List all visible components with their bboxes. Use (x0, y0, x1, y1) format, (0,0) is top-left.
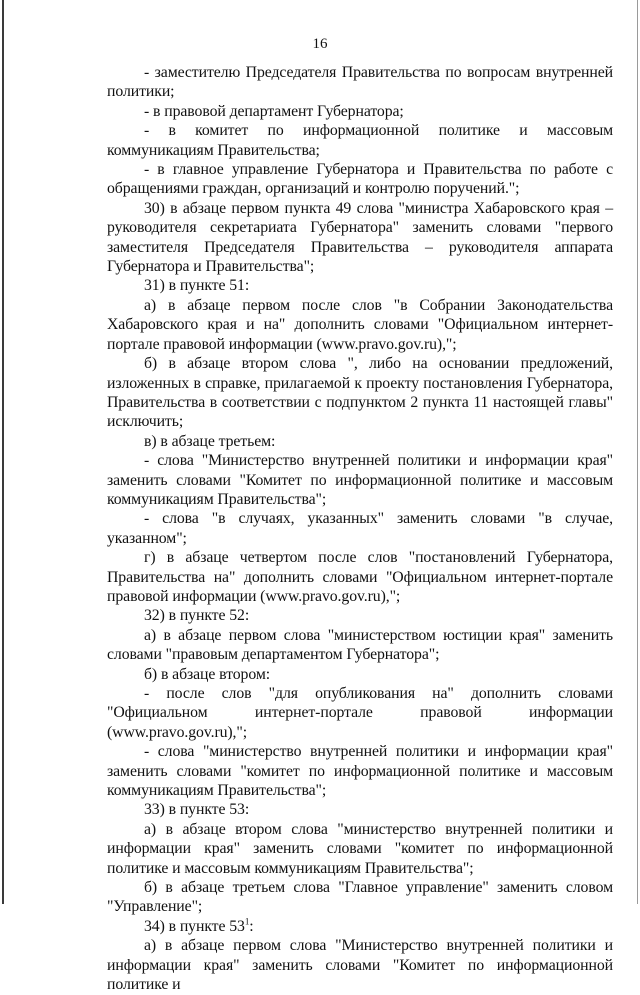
paragraph-with-superscript (107, 917, 613, 936)
paragraph: 30) в абзаце первом пункта 49 слова "министра Хабаровского края – руководителя секретариата Губернатора" заменить словами "первого заместителя Председателя Правительства – руководителя аппарата Губернатора и Правительства"; (107, 199, 613, 276)
paragraph: б) в абзаце втором слова ", либо на основании предложений, изложенных в справке, прилагаемой к проекту постановления Губернатора, Правительства в соответствии с подпунктом 2 пункта 11 настоящей главы" исключить; (107, 355, 613, 431)
superscript: 1 (244, 916, 250, 927)
paragraph: а) в абзаце первом слова "Министерство внутренней политики и информации края" заменить словами "Комитет по информационной политике и (107, 937, 613, 994)
paragraph: - слова "в случаях, указанных" заменить словами "в случае, указанном"; (107, 510, 613, 547)
paragraph: - заместителю Председателя Правительства по вопросам внутренней политики; (107, 64, 613, 101)
paragraph: а) в абзаце первом после слов "в Собрании Законодательства Хабаровского края и на" дополнить словами "Официальном интернет-портале правовой информации (www.pravo.gov.ru),"; (107, 296, 613, 353)
paragraph: - в комитет по информационной политике и массовым коммуникациям Правительства; (107, 122, 613, 159)
paragraph: г) в абзаце четвертом после слов "постановлений Губернатора, Правительства на" дополнить словами "Официальном интернет-портале правовой информации (www.pravo.gov.ru),"; (107, 549, 613, 605)
paragraph-text: 34) в пункте 53 (144, 917, 245, 935)
paragraph-tail: : (249, 917, 254, 935)
paragraph: б) в абзаце третьем слова "Главное управление" заменить словом "Управление"; (107, 879, 613, 916)
scan-edge-left (2, 0, 4, 904)
paragraph: 32) в пункте 52: (144, 607, 250, 625)
paragraph: 33) в пункте 53: (144, 801, 250, 819)
paragraph: - после слов "для опубликования на" дополнить словами "Официальном интернет-портале правовой информации (www.pravo.gov.ru),"; (107, 685, 613, 741)
paragraph: б) в абзаце втором: (144, 665, 271, 683)
paragraph: в) в абзаце третьем: (144, 432, 276, 450)
page-number: 16 (312, 36, 328, 52)
paragraph: - слова "министерство внутренней политики и информации края" заменить словами "комитет по информационной политике и массовым коммуникациям Правительства"; (107, 743, 613, 800)
document-body (107, 63, 613, 995)
paragraph: а) в абзаце первом слова "министерством юстиции края" заменить словами "правовым департаментом Губернатора"; (107, 626, 613, 664)
scan-edge-right (637, 0, 638, 904)
paragraph: - в главное управление Губернатора и Правительства по работе с обращениями граждан, организаций и контролю поручений."; (107, 161, 613, 198)
paragraph: 31) в пункте 51: (144, 277, 250, 295)
paragraph: а) в абзаце втором слова "министерство внутренней политики и информации края" заменить словами "комитет по информационной политике и массовым коммуникациям Правительства"; (107, 820, 613, 877)
paragraph: - в правовой департамент Губернатора; (144, 102, 404, 120)
paragraph: - слова "Министерство внутренней политики и информации края" заменить словами "Комитет по информационной политике и массовым коммуникациям Правительства"; (107, 452, 613, 508)
